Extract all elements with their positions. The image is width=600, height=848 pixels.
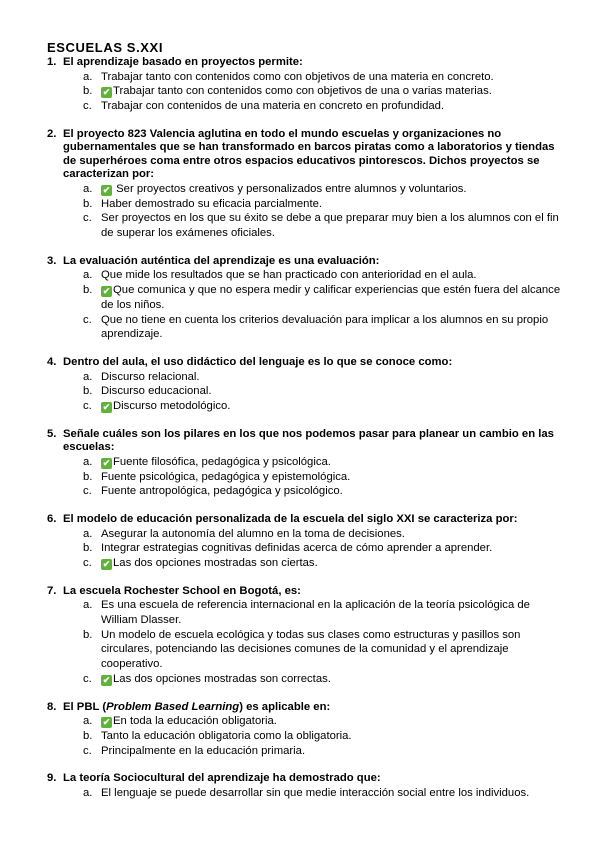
option-body — [101, 744, 566, 759]
option-body — [101, 384, 566, 399]
option-body — [101, 598, 566, 627]
option-letter: c. — [83, 100, 92, 112]
question-text: El modelo de educación personalizada de la escuela del siglo XXI se caracteriza por: — [63, 513, 518, 525]
option-letter: a. — [83, 599, 93, 612]
question-text — [63, 701, 566, 715]
document-title: ESCUELAS S.XXI — [47, 40, 164, 55]
option-letter: b. — [83, 197, 93, 210]
option-text: Tanto la educación obligatoria como la obligatoria. — [101, 729, 352, 742]
option-text: Discurso relacional. — [101, 370, 200, 383]
answer-option — [47, 786, 566, 801]
option-text: Integrar estrategias cognitivas definidas acerca de cómo aprender a aprender. — [101, 542, 493, 555]
option-body — [101, 313, 566, 342]
option-body — [101, 99, 566, 114]
question-number: 3. — [47, 254, 57, 267]
check-mark-icon: ✔ — [102, 717, 111, 728]
option-text: Que no tiene en cuenta los criterios devaluación para implicar a los alumnos en su propio aprendizaje. — [101, 313, 549, 341]
option-list — [47, 598, 566, 686]
question-heading — [47, 428, 566, 455]
option-text: Las dos opciones mostradas son correctas. — [113, 672, 331, 685]
check-mark-icon: ✔ — [102, 402, 111, 412]
option-body — [101, 470, 566, 485]
answer-option — [47, 399, 566, 414]
question-1 — [47, 56, 566, 114]
question-heading — [47, 356, 566, 370]
answer-option — [47, 182, 566, 197]
question-text-emphasis: Problem Based Learning — [106, 700, 240, 713]
question-text: La evaluación auténtica del aprendizaje es una evaluación: — [63, 254, 380, 267]
option-text: Es una escuela de referencia internacional en la aplicación de la teoría psicológica de William Dlasser. — [101, 599, 530, 626]
option-body — [101, 541, 566, 556]
option-list — [47, 70, 566, 114]
option-letter: b. — [83, 284, 93, 297]
check-mark-icon: ✔ — [102, 185, 111, 196]
question-8 — [47, 701, 566, 759]
option-list — [47, 714, 566, 758]
question-heading — [47, 128, 566, 182]
question-text-end: ) es aplicable en: — [239, 700, 331, 713]
question-5 — [47, 428, 566, 499]
option-body — [101, 84, 566, 99]
option-letter: a. — [83, 527, 93, 540]
option-text: Trabajar con contenidos de una materia en concreto en profundidad. — [101, 100, 445, 112]
question-text: El proyecto 823 Valencia aglutina en todo el mundo escuelas y organizaciones no gubernamentales que se han transformado en barcos piratas como a laboratorios y tiendas de superhéroes coma entre otros espacios educativos pintorescos. Dichos proyectos se caracterizan por: — [63, 127, 555, 181]
option-text: Principalmente en la educación primaria. — [101, 744, 306, 757]
option-letter: c. — [83, 744, 92, 757]
question-2 — [47, 128, 566, 241]
option-letter: b. — [83, 385, 93, 398]
answer-option — [47, 268, 566, 283]
option-body — [101, 211, 566, 240]
option-body — [101, 370, 566, 385]
option-letter: a. — [83, 269, 93, 282]
answer-option — [47, 628, 566, 672]
option-body — [101, 556, 566, 571]
option-text: Ser proyectos creativos y personalizados entre alumnos y voluntarios. — [113, 183, 467, 196]
option-body — [101, 283, 566, 312]
question-text-start: El PBL ( — [63, 700, 107, 713]
option-text: Ser proyectos en los que su éxito se debe a que preparar muy bien a los alumnos con el fin de superar los exámenes oficiales. — [101, 212, 559, 240]
option-list — [47, 182, 566, 241]
option-letter: b. — [83, 542, 93, 555]
option-body — [101, 672, 566, 687]
option-body — [101, 729, 566, 744]
question-number: 1. — [47, 56, 57, 68]
question-number: 8. — [47, 700, 57, 713]
answer-option — [47, 672, 566, 687]
answer-option — [47, 70, 566, 85]
option-text: Las dos opciones mostradas son ciertas. — [113, 557, 318, 569]
answer-option — [47, 484, 566, 499]
answer-option — [47, 197, 566, 212]
answer-option — [47, 598, 566, 627]
option-letter: a. — [83, 715, 93, 728]
option-list — [47, 527, 566, 571]
question-number: 4. — [47, 356, 57, 368]
option-body — [101, 628, 566, 672]
option-letter: c. — [83, 557, 92, 569]
option-text: Que mide los resultados que se han practicado con anterioridad en el aula. — [101, 269, 477, 282]
option-body — [101, 268, 566, 283]
check-mark-icon: ✔ — [102, 559, 111, 569]
option-body — [101, 714, 566, 729]
option-body — [101, 484, 566, 499]
question-number: 7. — [47, 584, 57, 597]
option-letter: b. — [83, 470, 93, 483]
option-letter: a. — [83, 370, 93, 383]
option-letter: b. — [83, 628, 93, 641]
question-list — [47, 56, 566, 801]
question-number: 6. — [47, 513, 57, 525]
option-text: Fuente filosófica, pedagógica y psicológica. — [113, 455, 331, 468]
question-heading — [47, 255, 566, 269]
answer-option — [47, 556, 566, 571]
question-heading — [47, 701, 566, 715]
answer-option — [47, 313, 566, 342]
question-text: La teoría Sociocultural del aprendizaje ha demostrado que: — [63, 772, 381, 785]
question-number: 2. — [47, 127, 57, 140]
answer-option — [47, 470, 566, 485]
option-letter: b. — [83, 85, 93, 98]
option-letter: c. — [83, 212, 92, 225]
check-mark-icon: ✔ — [102, 674, 111, 685]
option-letter: c. — [83, 313, 92, 326]
option-text: El lenguaje se puede desarrollar sin que medie interacción social entre los individuos. — [101, 786, 530, 799]
answer-option — [47, 744, 566, 759]
answer-option — [47, 714, 566, 729]
question-number: 9. — [47, 772, 57, 785]
option-list — [47, 786, 566, 801]
answer-option — [47, 729, 566, 744]
answer-option — [47, 541, 566, 556]
option-text: Fuente psicológica, pedagógica y epistemológica. — [101, 470, 351, 483]
check-mark-icon: ✔ — [102, 286, 111, 297]
question-heading — [47, 513, 566, 527]
answer-option — [47, 211, 566, 240]
answer-option — [47, 527, 566, 542]
option-body — [101, 197, 566, 212]
question-heading — [47, 56, 566, 70]
option-text: Discurso metodológico. — [113, 400, 231, 412]
option-body — [101, 70, 566, 85]
question-3 — [47, 255, 566, 342]
option-letter: a. — [83, 183, 93, 196]
question-4 — [47, 356, 566, 414]
option-text: Discurso educacional. — [101, 385, 212, 398]
option-letter: a. — [83, 786, 93, 799]
option-text: Trabajar tanto con contenidos como con objetivos de una o varias materias. — [113, 85, 492, 98]
option-text: Asegurar la autonomía del alumno en la toma de decisiones. — [101, 527, 405, 540]
question-text: El aprendizaje basado en proyectos permite: — [63, 56, 303, 68]
option-text: En toda la educación obligatoria. — [113, 715, 277, 728]
answer-option — [47, 370, 566, 385]
option-letter: c. — [83, 400, 92, 412]
option-body — [101, 786, 566, 801]
check-mark-icon: ✔ — [102, 87, 111, 98]
option-body — [101, 182, 566, 197]
option-letter: b. — [83, 729, 93, 742]
answer-option — [47, 384, 566, 399]
option-list — [47, 370, 566, 414]
option-letter: c. — [83, 672, 92, 685]
option-letter: c. — [83, 485, 92, 498]
question-7 — [47, 585, 566, 687]
option-body — [101, 399, 566, 414]
question-9 — [47, 772, 566, 800]
answer-option — [47, 84, 566, 99]
question-heading — [47, 585, 566, 599]
option-list — [47, 455, 566, 499]
question-text: Dentro del aula, el uso didáctico del lenguaje es lo que se conoce como: — [63, 356, 453, 368]
option-text: Fuente antropológica, pedagógica y psicológico. — [101, 485, 343, 498]
answer-option — [47, 283, 566, 312]
option-text: Que comunica y que no espera medir y calificar experiencias que estén fuera del alcance de los niños. — [101, 284, 561, 311]
option-body — [101, 455, 566, 470]
option-letter: a. — [83, 70, 93, 83]
option-body — [101, 527, 566, 542]
option-letter: a. — [83, 455, 93, 468]
question-heading — [47, 772, 566, 786]
question-text: Señale cuáles son los pilares en los que nos podemos pasar para planear un cambio en las escuelas: — [63, 427, 554, 454]
check-mark-icon: ✔ — [102, 457, 111, 468]
answer-option — [47, 99, 566, 114]
option-list — [47, 268, 566, 342]
question-text: La escuela Rochester School en Bogotá, es: — [63, 584, 301, 597]
option-text: Haber demostrado su eficacia parcialmente. — [101, 197, 323, 210]
question-6 — [47, 513, 566, 571]
option-text: Un modelo de escuela ecológica y todas sus clases como estructuras y pasillos son circulares, potenciando las decisiones comunes de la comunidad y el aprendizaje cooperativo. — [101, 628, 521, 671]
answer-option — [47, 455, 566, 470]
option-text: Trabajar tanto con contenidos como con objetivos de una materia en concreto. — [101, 70, 494, 83]
question-number: 5. — [47, 427, 57, 440]
